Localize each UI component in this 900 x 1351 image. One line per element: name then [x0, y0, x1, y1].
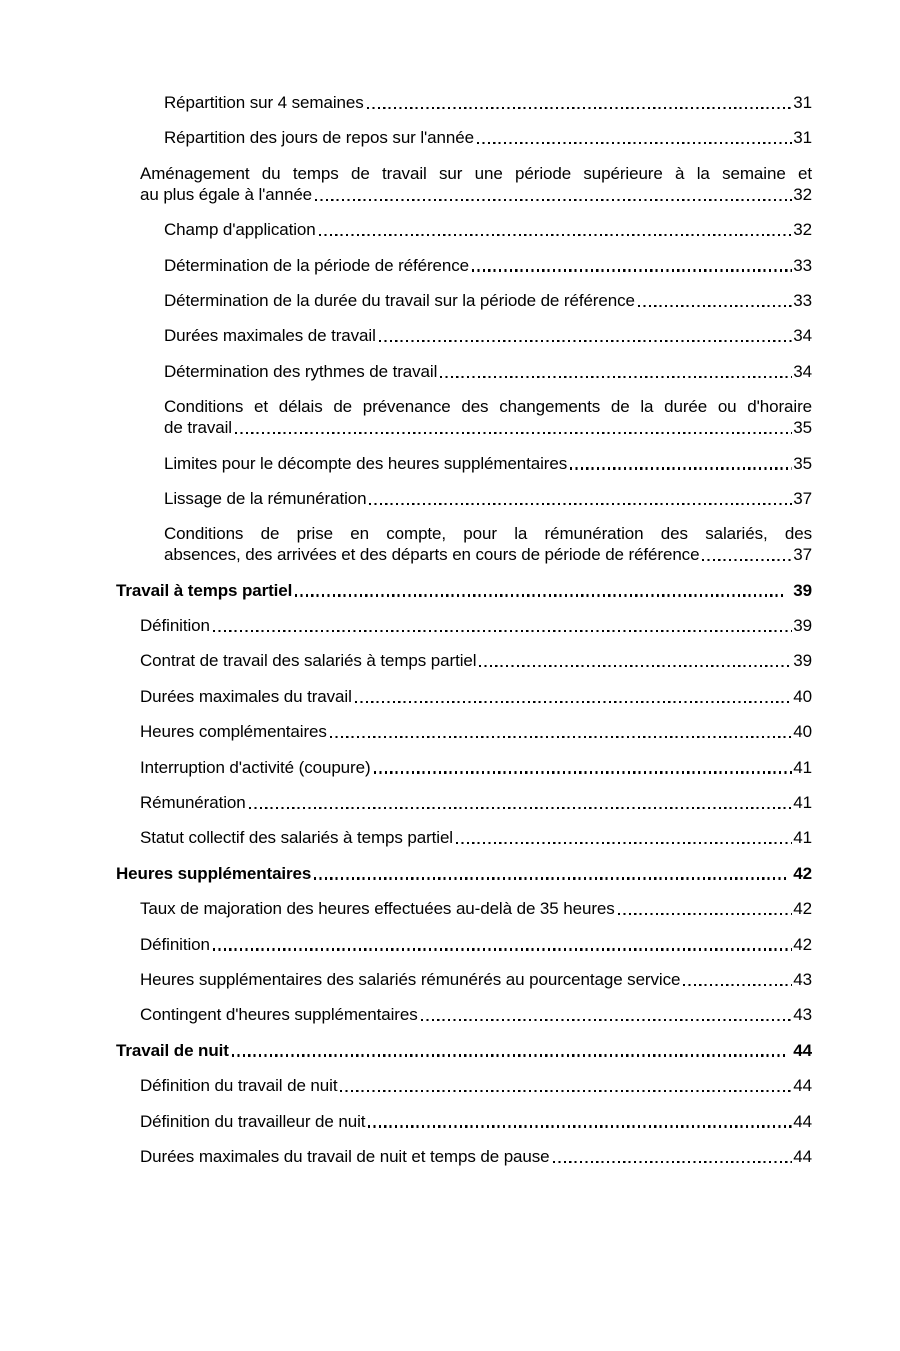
toc-entry[interactable] [116, 863, 812, 884]
toc-entry-page-number: 31 [793, 128, 812, 148]
dot-leader [311, 863, 787, 884]
toc-entry-page-number: 39 [793, 580, 812, 600]
toc-entry-title: Heures complémentaires [140, 722, 327, 742]
toc-entry-page-number: 35 [793, 453, 812, 473]
toc-entry[interactable] [164, 396, 812, 438]
toc-entry-title: Durées maximales du travail [140, 686, 352, 706]
toc-entry-title: Limites pour le décompte des heures supplémentaires [164, 453, 568, 473]
toc-entry-line [164, 417, 812, 438]
toc-entry-page-number: 34 [793, 326, 812, 346]
toc-entry-title: Durées maximales de travail [164, 326, 376, 346]
toc-entry-line [164, 325, 812, 346]
toc-entry-page-number: 42 [793, 934, 812, 954]
toc-entry[interactable] [164, 361, 812, 382]
toc-entry-line [140, 184, 812, 205]
toc-entry-line [164, 544, 812, 565]
dot-leader [567, 453, 793, 474]
toc-entry-page-number: 33 [793, 255, 812, 275]
toc-entry[interactable] [164, 488, 812, 509]
dot-leader [229, 1040, 787, 1061]
toc-entry-page-number: 37 [793, 545, 812, 565]
toc-entry[interactable] [164, 127, 812, 148]
toc-entry-page-number: 44 [793, 1146, 812, 1166]
toc-entry-page-number: 39 [793, 616, 812, 636]
dot-leader [680, 969, 793, 990]
toc-entry[interactable] [140, 1075, 812, 1096]
toc-entry-line [140, 1111, 812, 1132]
toc-entry[interactable] [140, 792, 812, 813]
dot-leader [232, 417, 793, 438]
toc-entry-line [164, 127, 812, 148]
toc-entry-line [140, 934, 812, 955]
toc-entry[interactable] [164, 255, 812, 276]
toc-entry-page-number: 40 [793, 686, 812, 706]
dot-leader [352, 686, 794, 707]
toc-entry-page-number: 44 [793, 1040, 812, 1060]
dot-leader [371, 757, 794, 778]
toc-entry-page-number: 40 [793, 722, 812, 742]
dot-leader [327, 721, 794, 742]
dot-leader [366, 488, 793, 509]
toc-entry-title: de travail [164, 418, 232, 438]
toc-entry-title: Définition du travailleur de nuit [140, 1111, 366, 1131]
dot-leader [246, 792, 794, 813]
toc-entry-line [140, 615, 812, 636]
toc-entry-title: Durées maximales du travail de nuit et temps de pause [140, 1146, 550, 1166]
toc-entry-line [164, 453, 812, 474]
toc-entry-line [140, 969, 812, 990]
toc-entry-line [164, 488, 812, 509]
toc-entry-title: Statut collectif des salariés à temps partiel [140, 828, 453, 848]
toc-entry-line [164, 219, 812, 240]
toc-entry[interactable] [140, 615, 812, 636]
dot-leader [210, 934, 793, 955]
toc-entry-title: Travail de nuit [116, 1040, 229, 1060]
toc-entry-line [140, 686, 812, 707]
toc-entry-title: Définition [140, 616, 210, 636]
toc-entry[interactable] [140, 1146, 812, 1167]
dot-leader [210, 615, 793, 636]
toc-entry-page-number: 34 [793, 361, 812, 381]
toc-entry-line [140, 650, 812, 671]
toc-entry[interactable] [140, 898, 812, 919]
dot-leader [453, 827, 793, 848]
toc-entry[interactable] [140, 757, 812, 778]
dot-leader [365, 1111, 793, 1132]
dot-leader [312, 184, 793, 205]
toc-entry[interactable] [164, 325, 812, 346]
dot-leader [615, 898, 794, 919]
toc-entry-title: Détermination de la durée du travail sur la période de référence [164, 290, 635, 310]
toc-entry-title: Travail à temps partiel [116, 580, 293, 600]
dot-leader [469, 255, 793, 276]
toc-entry-page-number: 41 [793, 828, 812, 848]
toc-entry-title: Définition [140, 934, 210, 954]
toc-entry-title: Détermination de la période de référence [164, 255, 470, 275]
toc-entry-line [116, 580, 812, 601]
toc-entry-title: Répartition sur 4 semaines [164, 93, 364, 112]
toc-entry-line [116, 863, 812, 884]
toc-entry-line [164, 361, 812, 382]
toc-entry-line [140, 792, 812, 813]
toc-entry-line [140, 721, 812, 742]
dot-leader [292, 580, 787, 601]
toc-entry-line [140, 1075, 812, 1096]
toc-entry-title: Contingent d'heures supplémentaires [140, 1005, 418, 1025]
toc-entry-title: Taux de majoration des heures effectuées au-delà de 35 heures [140, 899, 615, 919]
toc-entry-title: Contrat de travail des salariés à temps partiel [140, 651, 477, 671]
toc-entry-line [140, 827, 812, 848]
toc-entry-wrapped-line: Aménagement du temps de travail sur une période supérieure à la semaine et [140, 163, 812, 183]
toc-entry[interactable] [164, 523, 812, 565]
toc-entry-page-number: 42 [793, 863, 812, 883]
toc-entry-page-number: 32 [793, 220, 812, 240]
toc-entry-line [140, 757, 812, 778]
toc-entry[interactable] [164, 290, 812, 311]
toc-entry-title: absences, des arrivées et des départs en cours de période de référence [164, 545, 700, 565]
table-of-contents [0, 92, 900, 1181]
toc-entry-title: Interruption d'activité (coupure) [140, 757, 371, 777]
toc-entry[interactable] [140, 686, 812, 707]
toc-entry-line [140, 1146, 812, 1167]
dot-leader [635, 290, 793, 311]
toc-entry-line [164, 290, 812, 311]
dot-leader [474, 127, 793, 148]
toc-entry-title: Champ d'application [164, 220, 316, 240]
dot-leader [437, 361, 793, 382]
toc-entry[interactable] [164, 219, 812, 240]
dot-leader [376, 325, 794, 346]
toc-entry[interactable] [164, 453, 812, 474]
dot-leader [316, 219, 794, 240]
toc-entry[interactable] [140, 721, 812, 742]
dot-leader [476, 650, 793, 671]
toc-entry-page-number: 35 [793, 418, 812, 438]
dot-leader [418, 1004, 794, 1025]
toc-entry[interactable] [140, 1004, 812, 1025]
toc-entry-page-number: 39 [793, 651, 812, 671]
toc-entry[interactable] [140, 827, 812, 848]
dot-leader [364, 92, 794, 113]
toc-entry-page-number: 37 [793, 488, 812, 508]
toc-entry-title: Lissage de la rémunération [164, 488, 367, 508]
toc-entry-page-number: 43 [793, 1005, 812, 1025]
toc-entry-page-number: 44 [793, 1111, 812, 1131]
toc-entry-title: Détermination des rythmes de travail [164, 361, 438, 381]
toc-entry-line [116, 1040, 812, 1061]
toc-entry[interactable] [140, 163, 812, 205]
toc-entry-title: Rémunération [140, 793, 246, 813]
toc-entry-page-number: 41 [793, 793, 812, 813]
toc-entry[interactable] [116, 580, 812, 601]
toc-entry[interactable] [140, 969, 812, 990]
toc-entry[interactable] [140, 1111, 812, 1132]
dot-leader [550, 1146, 794, 1167]
toc-entry-page-number: 32 [793, 184, 812, 204]
toc-entry-title: Heures supplémentaires [116, 863, 312, 883]
dot-leader [699, 544, 793, 565]
toc-entry[interactable] [116, 1040, 812, 1061]
toc-entry-line [140, 898, 812, 919]
toc-entry-page-number: 31 [793, 93, 812, 112]
toc-entry-page-number: 41 [793, 757, 812, 777]
toc-entry-title: Heures supplémentaires des salariés rémunérés au pourcentage service [140, 969, 681, 989]
toc-entry-page-number: 44 [793, 1076, 812, 1096]
toc-entry-title: Répartition des jours de repos sur l'année [164, 128, 474, 148]
toc-entry[interactable] [140, 934, 812, 955]
toc-entry-line [140, 1004, 812, 1025]
toc-entry-line [164, 92, 812, 113]
toc-entry-page-number: 33 [793, 290, 812, 310]
toc-entry-line [164, 255, 812, 276]
dot-leader [337, 1075, 793, 1096]
toc-entry-wrapped-line: Conditions de prise en compte, pour la rémunération des salariés, des [164, 524, 812, 544]
toc-entry-title: au plus égale à l'année [140, 184, 313, 204]
toc-entry[interactable] [140, 650, 812, 671]
toc-entry[interactable] [164, 92, 812, 113]
toc-entry-page-number: 43 [793, 969, 812, 989]
toc-entry-page-number: 42 [793, 899, 812, 919]
toc-entry-title: Définition du travail de nuit [140, 1076, 338, 1096]
toc-entry-wrapped-line: Conditions et délais de prévenance des changements de la durée ou d'horaire [164, 397, 812, 417]
